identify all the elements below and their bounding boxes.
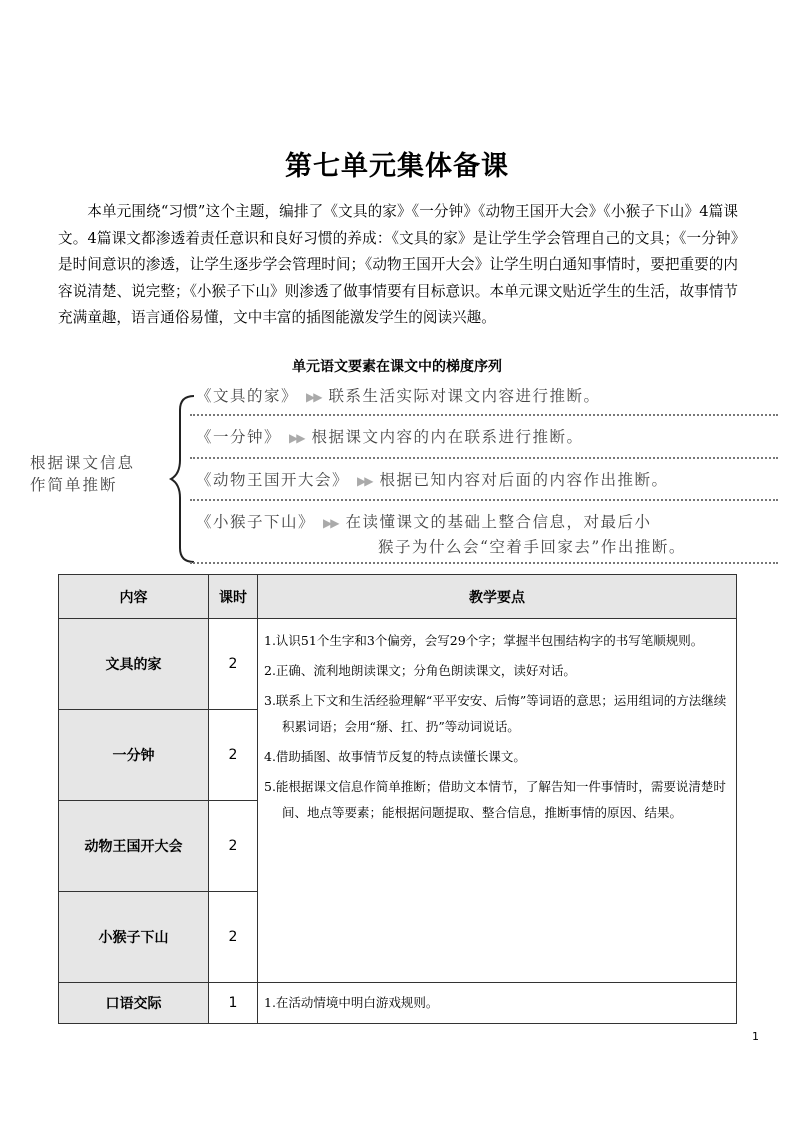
key-point: 5.能根据课文信息作简单推断；借助文本情节，了解告知一件事情时，需要说清楚时间、地点等要素；能根据问题提取、整合信息，推断事情的原因、结果。 [264,779,726,820]
double-arrow-icon: ▶▶ [289,431,304,445]
mindmap-text: 根据已知内容对后面的内容作出推断。 [379,471,669,489]
header-hours: 课时 [209,575,258,619]
mindmap-item [196,468,771,493]
lesson-name: 口语交际 [59,983,209,1024]
mindmap-item [196,510,771,559]
mindmap-lesson: 《动物王国开大会》 [196,471,350,489]
double-arrow-icon: ▶▶ [323,516,338,530]
table-row [59,619,737,710]
lesson-hours: 1 [209,983,258,1024]
key-point: 4.借助插图、故事情节反复的特点读懂长课文。 [264,749,526,764]
mindmap-root [30,452,160,496]
page-title: 第七单元集体备课 [285,151,509,182]
page-number: 1 [752,1030,759,1043]
lesson-name: 一分钟 [59,710,209,801]
double-arrow-icon: ▶▶ [306,390,321,404]
lesson-hours: 2 [209,619,258,710]
dotted-divider [190,414,778,416]
dotted-divider [190,499,778,501]
key-point: 3.联系上下文和生活经验理解“平平安安、后悔”等词语的意思；运用组词的方法继续积累词语；会用“掰、扛、扔”等动词说话。 [264,693,727,734]
double-arrow-icon: ▶▶ [357,474,372,488]
lesson-name: 文具的家 [59,619,209,710]
mindmap-lesson: 《一分钟》 [196,428,282,446]
mindmap-item [196,384,771,409]
lesson-hours: 2 [209,710,258,801]
mindmap-lesson: 《文具的家》 [196,387,299,405]
lesson-name: 小猴子下山 [59,892,209,983]
lesson-hours: 2 [209,801,258,892]
key-point: 1.认识51个生字和3个偏旁，会写29个字；掌握半包围结构字的书写笔顺规则。 [264,633,704,648]
curly-brace-icon [168,394,198,564]
table-row-oral [59,983,737,1024]
key-point: 2.正确、流利地朗读课文；分角色朗读课文，读好对话。 [264,663,576,678]
mindmap-text: 根据课文内容的内在联系进行推断。 [311,428,584,446]
mindmap-text: 联系生活实际对课文内容进行推断。 [328,387,601,405]
lesson-plan-table [58,574,737,1024]
dotted-divider [190,457,778,459]
mindmap-text: 在读懂课文的基础上整合信息，对最后小 [345,513,652,531]
table-header-row [59,575,737,619]
key-point: 1.在活动情境中明白游戏规则。 [264,995,439,1010]
mindmap-text-continued: 猴子为什么会“空着手回家去”作出推断。 [378,538,686,556]
key-points-cell [258,619,737,983]
header-content: 内容 [59,575,209,619]
dotted-divider [190,562,778,564]
key-points-cell [258,983,737,1024]
mindmap-root-line-2: 作简单推断 [30,476,118,494]
lesson-hours: 2 [209,892,258,983]
mindmap-root-line-1: 根据课文信息 [30,454,136,472]
intro-paragraph: 本单元围绕“习惯”这个主题，编排了《文具的家》《一分钟》《动物王国开大会》《小猴子下山》4篇课文。4篇课文都渗透着责任意识和良好习惯的养成：《文具的家》是让学生学会管理自己的文具；《一分钟》是时间意识的渗透，让学生逐步学会管理时间；《动物王国开大会》让学生明白通知事情时，要把重要的内容说清楚、说完整；《小猴子下山》则渗透了做事情要有目标意识。本单元课文贴近学生的生活，故事情节充满童趣，语言通俗易懂，文中丰富的插图能激发学生的阅读兴趣。 [58,203,738,326]
mindmap-item [196,425,771,450]
mindmap-title: 单元语文要素在课文中的梯度序列 [292,359,502,375]
mindmap-lesson: 《小猴子下山》 [196,513,316,531]
header-key-points: 教学要点 [258,575,737,619]
lesson-name: 动物王国开大会 [59,801,209,892]
